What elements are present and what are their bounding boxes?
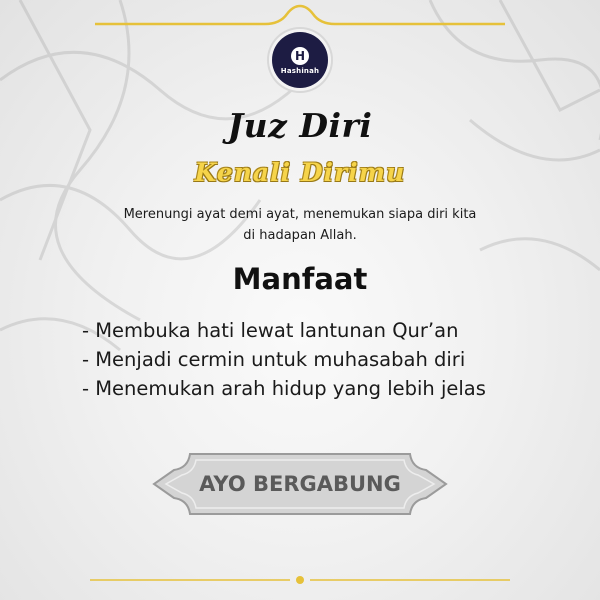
description — [80, 204, 520, 246]
benefits-list — [82, 316, 486, 403]
section-title: Manfaat — [232, 262, 368, 296]
logo-brand-text: Hashinah — [280, 67, 320, 75]
top-gold-ornament — [95, 0, 505, 32]
join-button-label: AYO BERGABUNG — [199, 472, 401, 496]
page-subtitle: Kenali Dirimu — [194, 158, 406, 187]
join-button[interactable] — [150, 450, 450, 518]
hashinah-logo-icon — [272, 32, 328, 88]
page-title: Juz Diri — [227, 106, 373, 145]
benefit-item: - Membuka hati lewat lantunan Qur’an — [82, 319, 459, 342]
bottom-gold-ornament — [90, 570, 510, 590]
description-line-1: Merenungi ayat demi ayat, menemukan siapa diri kita — [123, 207, 477, 222]
description-line-2: di hadapan Allah. — [243, 228, 357, 243]
logo-letter: H — [291, 47, 309, 65]
benefit-item: - Menemukan arah hidup yang lebih jelas — [82, 377, 486, 400]
benefit-item: - Menjadi cermin untuk muhasabah diri — [82, 348, 466, 371]
